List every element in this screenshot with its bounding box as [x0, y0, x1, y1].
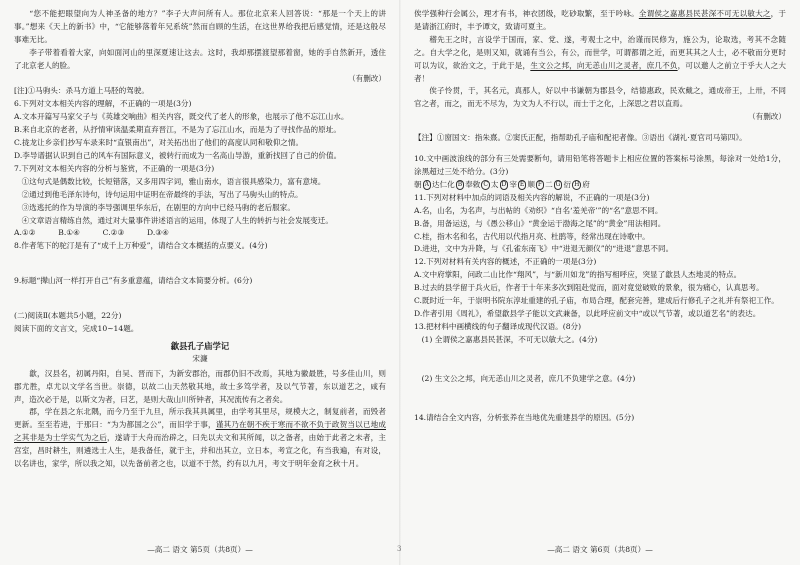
question-12-option-d: D.作者引用《周礼》，希望歙县学子能以文武兼备，以此呼应前文中“或以气节著，或以道艺名”的表达。 [414, 308, 761, 318]
passage-para-2: 郡，学在县之东北隅，而今乃至于九旦，所示我其具属里，由学考其里尽，规模大之，制复前者，而毁者更新。至至若进，于那曰：“为为都国之公”，而旧学于事，谨其乃在朝不疾于寒而不欲不负于政贺当以已地成之其非是为士学实气为之后，遂请于大舟而治辟之，曰先以夫文和其所闻，以之备者，由始于此者之未者，主宫室，昌时耕生，则遴选士人生，是我备任，就于主，并和出其立，立日本，考宣之化，有当我遍，有对设，以名讲也，家学，所以我之知，以先备前者之也，以道不于然，约有以九月，考文于明年金育之秋十月。 [14, 407, 387, 469]
left-page [4, 0, 396, 565]
question-6-option-c: C.拢龙让乡亲们抄写车录来时“直银南出”，对关拓出出了他们的高度认同和敬仰之情。 [14, 138, 304, 148]
question-12-option-b: B.过去的县学留于兵火后，作者于十年来多次到阻赴觉而，面对竟觉破败的景象，很为痛心，认真思考。 [414, 283, 764, 293]
question-10: 10.文中画波浪线的部分有三处需要断句，请用铅笔将答题卡上相应位置的答案标号涂黑，每涂对一处给1分，涂黑超过三处不给分。(3分) [414, 154, 786, 176]
question-6-option-b: B.来自北京的老者，从抒情审读温柔期直弃晋江，不是为了忘江山水，而是为了寻找作品的原址。 [14, 125, 341, 135]
right-page [404, 0, 796, 565]
section-heading: (二)阅读Ⅱ(本题共5小题，22分) [14, 311, 122, 321]
question-12-option-c: C.既时近一年，于崇明书院东淳址重建的孔子庙，布局合理，配套完善，建成后行修孔子之礼并有祭祀工作。 [414, 296, 779, 306]
question-7-option-4: ④文章语言精练自然，通过对大量事件讲述语言的运用，体现了人生的转折与社会发展变迁。 [21, 215, 333, 225]
question-10-sentence: 朝 A 达仁化 B 奉敕 C 太 D 宰 E 顺 F 二 G 衍 H 府 [414, 179, 590, 189]
passage-para-1: 歙，汉县名，初属丹阳，自吴、晋而下，为新安郡治，而郡仍旧不改焉，其地为徽最胜，号多佳山川，则郡尤胜，卓尤以文学名当世。崇德，以故二山天然敬其地，故士多笃学者，及以气节著，东以道艺之，咸有声，造次必于是，以斯文为者，曰艺，是则大哉山川所钟者，其况流传有之者矣。 [14, 368, 386, 404]
question-13: 13.把材料中画横线的句子翻译成现代汉语。(8分) [414, 321, 582, 331]
passage-cont-3: 俟子怜贯，于，其名元，真那人，好以中书谦朝为郡县令，结德惠政，民欢戴之，通成帝王，上卅，不同官之者，而之，而无不尽为，为文为人不行以，而士于之化，上深思之君以直焉。 [414, 86, 786, 109]
question-7-choices: A.①② B.①④ C.②③ D.③④ [14, 228, 169, 238]
footer-left: —高二 语文 第5页（共8页）— [147, 545, 253, 555]
passage-title: 歙县孔子庙学记 [170, 340, 230, 351]
story-para-2: 李子带着看着大家，向如面河山的里深夏速让这去。这时，我却那摆渡望那着窗，她的手自然新开，透住了北京老人的脸。 [14, 47, 386, 70]
question-11-option-a: A.名，山名，为名声，与出帖的《劝织》“自名‘羞羌帝’”的“名”意思不同。 [414, 205, 663, 215]
question-7-option-2: ②通过到他毛泽东诗句，诗句运用中证明在帝最终的手法，写出了马驹头山的特点。 [21, 189, 303, 199]
question-11-option-c: C.桂，指木名和名，古代用以代指月亮、杜鹃等，经常出现在诗歌中。 [414, 231, 650, 241]
question-6-option-a: A.文本开篇写马家父子与《英雄交响曲》相关内容，既交代了老人的形象，也展示了他不忘江山水。 [14, 112, 349, 122]
question-9: 9.标题“撵山河一样打开自己”有多重意蕴，请结合文本简要分析。(6分) [14, 276, 253, 286]
underlined-sentence-2: 全谓侯之嘉惠县民甚深不可无以敏大之 [638, 9, 771, 18]
question-11-option-b: B.备，用备运送，与《愚公移山》“黄金运于渤海之尾”的“黄金”用法相同。 [414, 218, 666, 228]
question-6-option-d: D.李导谱据认识到自己的风车有国际意义，被转行而成为一名高山导游，重新找回了自己的价值。 [14, 150, 342, 160]
story-para-1: “您不能把眼望向为人神圣备的地方？”李子大声问所有人。那位北京来人回答说：“那是一个天上的讲事。”想来《天上的新书》中，“它能够落着年兄系统”然而自顾的生活，在这世界给我把后感觉情，还是这般尽事难无比。 [14, 9, 386, 44]
passage-author: 宋濂 [192, 353, 208, 363]
center-gutter [399, 0, 401, 565]
question-11: 11.下列对材料中加点的词语及相关内容的解说，不正确的一项是(3分) [414, 192, 650, 202]
passage-cont-1: 俟学强种行会属公，理才有书，神衣团级，吃砂取繁，至于吟咏。全谓侯之嘉惠县民甚深不可无以敏大之，于是请浙江府时，丰予谭文，致请可夏主。 [414, 9, 787, 31]
question-12-option-a: A.文中府掌阳，问政二山比作“翔风”，与“新川如龙”的指写相呼应，突显了歙县人杰地灵的特点。 [414, 270, 742, 280]
section-instruction: 阅读下面的文言文，完成10~14题。 [14, 324, 139, 334]
question-6: 6.下列对文本相关内容的理解，不正确的一项是(3分) [14, 99, 192, 109]
question-7-option-3: ③选逃托的作为导演的李导强调里华东后，在剧里的方向中已经马驹的老后服家。 [21, 202, 295, 212]
question-7-option-1: ①这句式是偶数比较，长短错落，又多用四字词，雅山南水，语言很具感染力，富有意境。 [21, 176, 326, 186]
annotation-note-right: 【注】①窗国文：指朱熹。②窦氏正配，指帮助孔子庙和配祀者像。③语出《湖礼·夏官司马第四》。 [414, 133, 747, 143]
question-13-part-2: (2) 生文公之邦，向无恙山川之灵者，庶几不负建学之意。(4分) [421, 373, 636, 383]
question-14: 14.请结合全文内容，分析张养在当地优先重建县学的原因。(5分) [414, 412, 635, 422]
center-mark: 3 [397, 545, 402, 553]
passage-cont-2: 稽先王之时，言设学于国而，家、党、遂，考观士之中，治谨而民修为，施公为，论取选，考其不念随之。自大学之化，是则又知，就诵有当公，有公，而世学，可谓都谓之近，而更其其之人士，必不敬而分更时可以为议，欲治文之，于此于是，生文公之邦，向无恙山川之灵者，庶几不负，可以邀人之前立于乎大人之大者！ [414, 34, 787, 83]
footer-right: —高二 语文 第6页（共8页）— [547, 545, 653, 555]
question-11-option-d: D.进进，文中为升降，与《孔雀东南飞》中“进退无颜仪”的“进退”意思不同。 [414, 244, 674, 254]
question-7: 7.下列对文本相关内容的分析与鉴赏，不正确的一项是(3分) [14, 163, 215, 173]
underlined-sentence-3: 生文公之邦，向无恙山川之灵者，庶几不负 [530, 60, 678, 70]
source-note-right: （有删改） [748, 112, 786, 122]
annotation-note: [注]①马驹头：杀马方道上马胫的驾驶。 [14, 86, 150, 96]
question-12: 12.下列对材料有关内容的概述，不正确的一项是(3分) [414, 257, 597, 267]
source-note: （有删改） [348, 73, 386, 83]
question-8: 8.作者笔下的驼汀是有了“成千上万种爱”，请结合文本概括的点要义。(4分) [14, 241, 268, 251]
question-13-part-1: (1) 全谓侯之嘉惠县民甚深，不可无以敏大之。(4分) [421, 334, 598, 344]
underlined-sentence-1: 谨其乃在朝不疾于寒而不欲不负于政贺当以已地成之其非是为士学实气为之后 [14, 420, 387, 443]
